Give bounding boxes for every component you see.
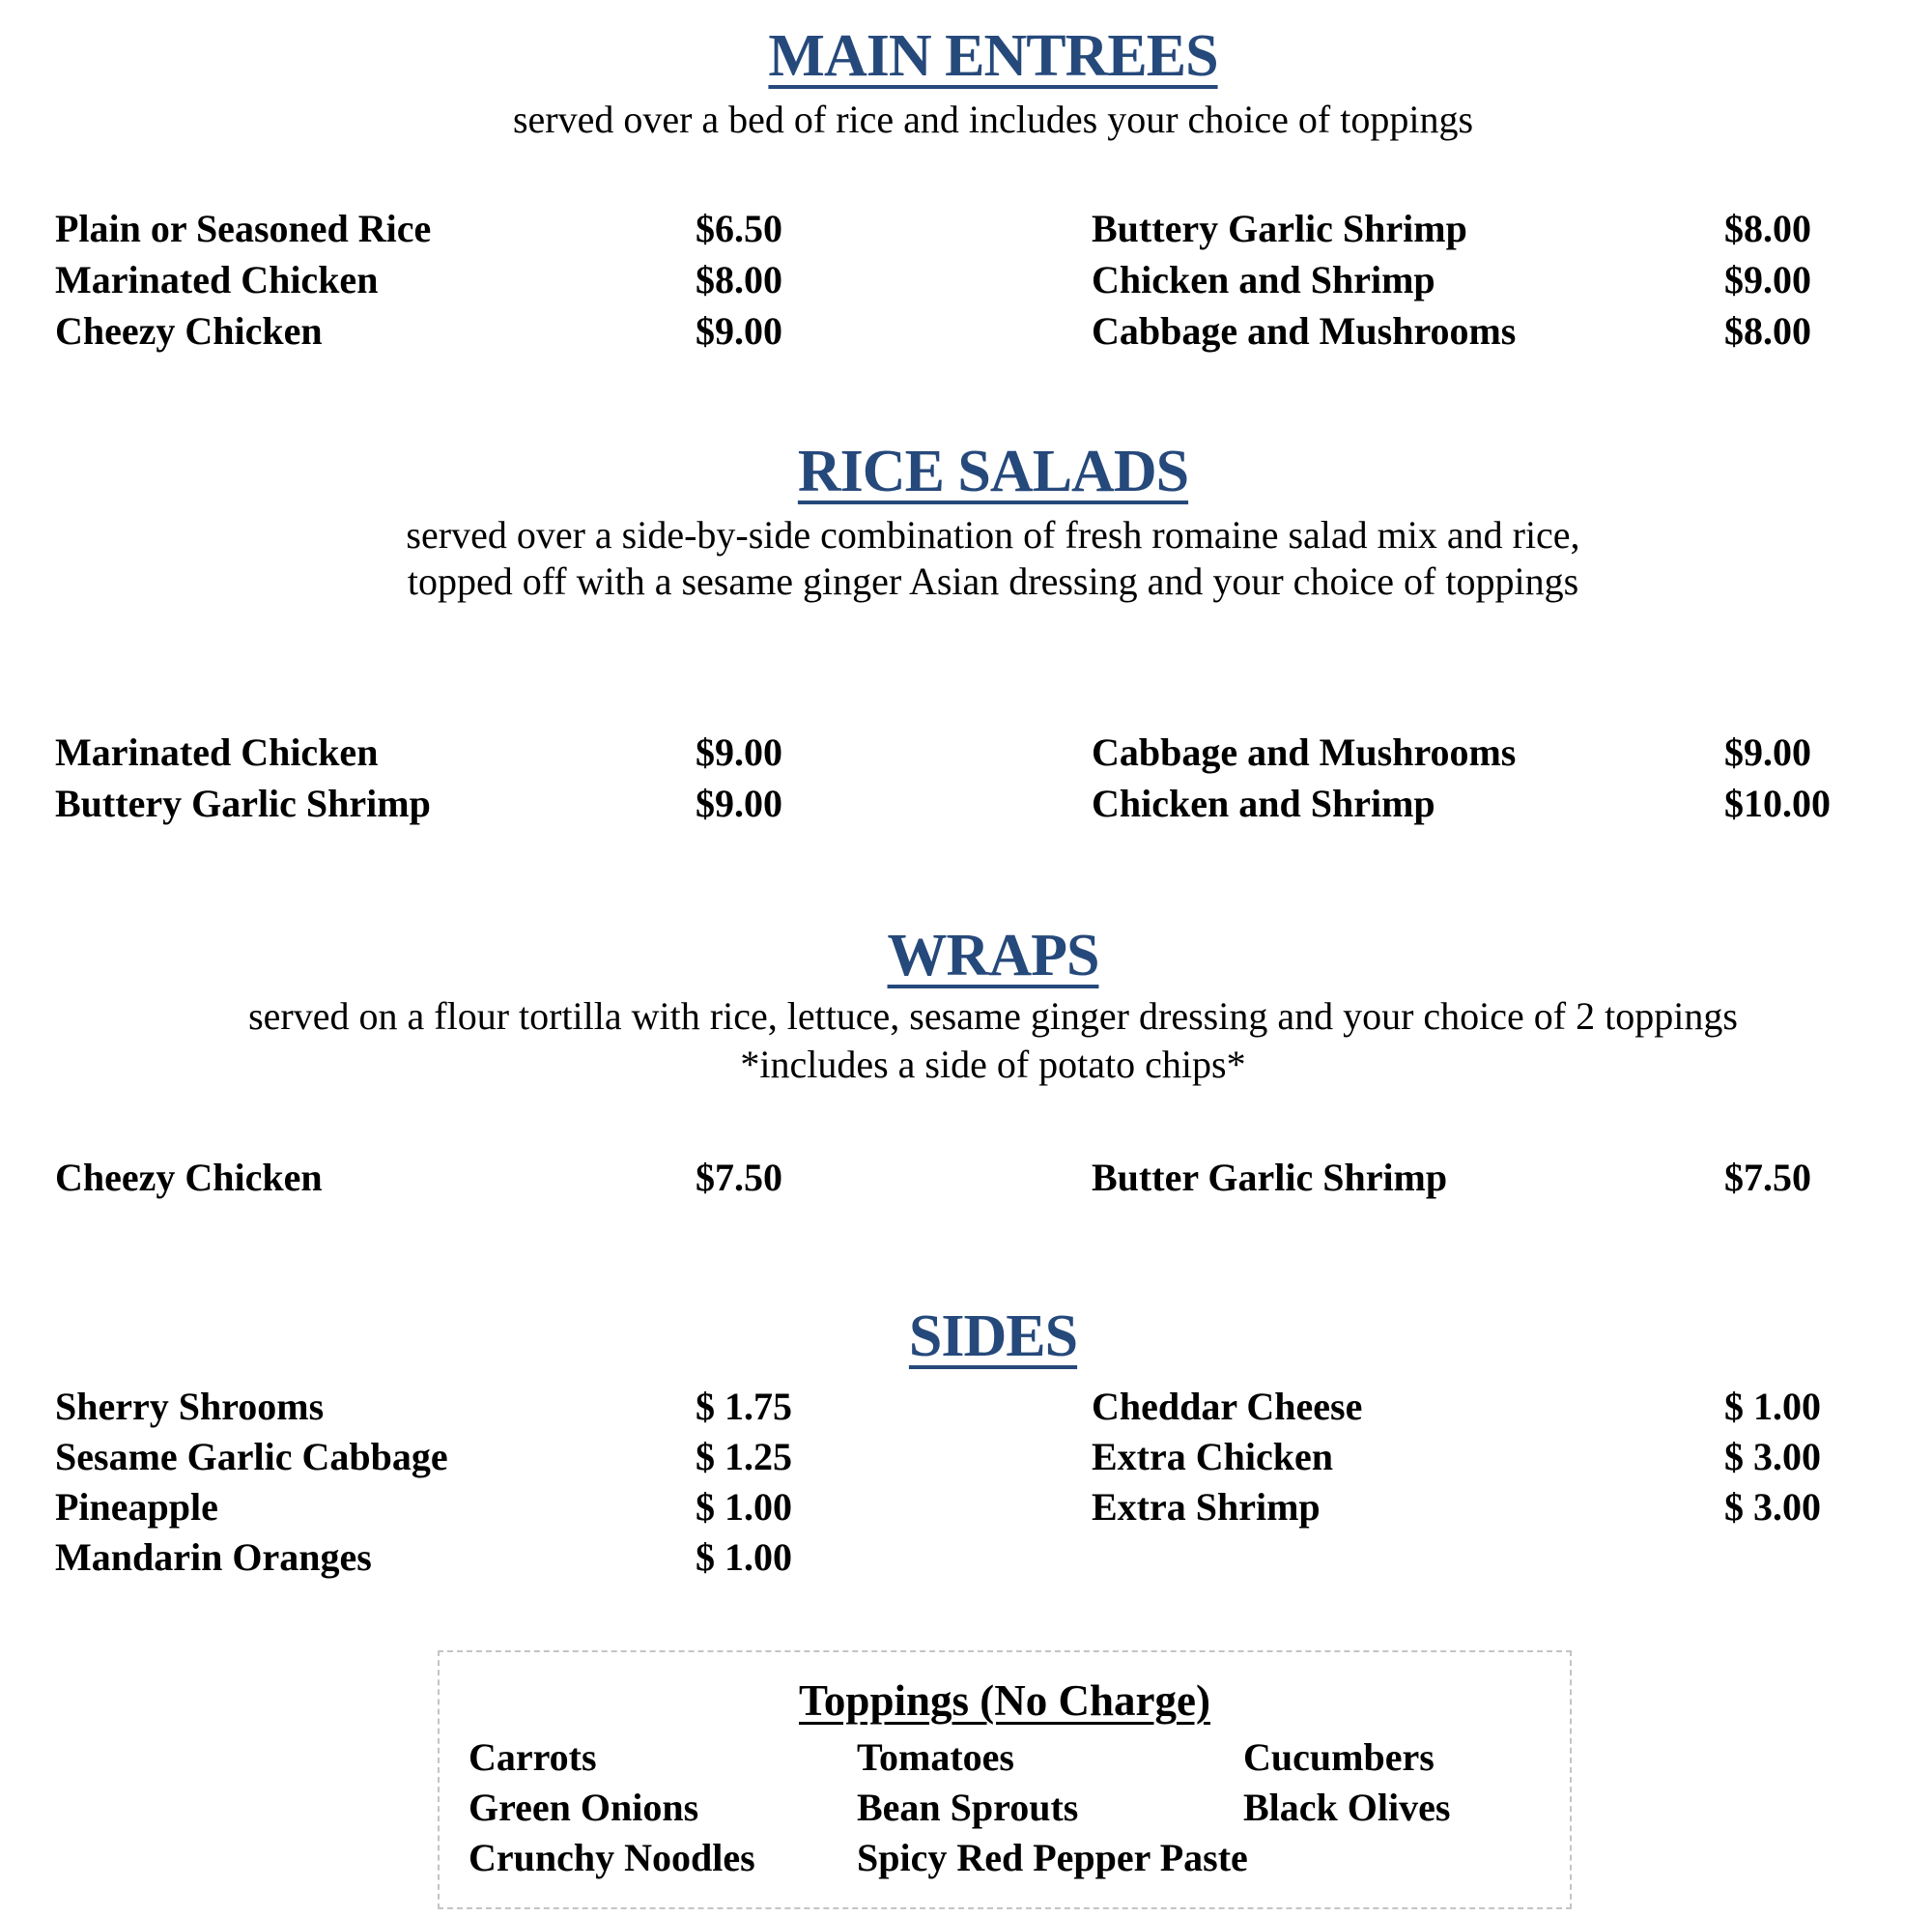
- toppings-box: [438, 1650, 1572, 1909]
- menu-row: [0, 1432, 1932, 1482]
- item-name: Chicken and Shrimp: [1092, 782, 1435, 825]
- item-name: Marinated Chicken: [55, 730, 379, 774]
- item-price: $ 1.00: [1724, 1385, 1821, 1428]
- toppings-row: [440, 1783, 1570, 1833]
- section-title-sides: [54, 1303, 1932, 1369]
- item-price: $9.00: [696, 309, 782, 353]
- description-line: served over a bed of rice and includes your choice of toppings: [512, 98, 1474, 141]
- item-price: $8.00: [1724, 309, 1811, 353]
- item-price: $8.00: [1724, 207, 1811, 250]
- item-name: Buttery Garlic Shrimp: [55, 782, 431, 825]
- item-name: Sesame Garlic Cabbage: [55, 1435, 448, 1478]
- item-price: $9.00: [696, 782, 782, 825]
- item-price: $8.00: [696, 258, 782, 301]
- toppings-row: [440, 1732, 1570, 1783]
- section-title-rice-salads: [54, 439, 1932, 504]
- item-name: Extra Shrimp: [1092, 1485, 1321, 1529]
- menu-row: [0, 305, 1932, 357]
- item-price: $9.00: [696, 730, 782, 774]
- section-items-main-entrees: [0, 203, 1932, 357]
- item-price: [1724, 1532, 1932, 1583]
- item-price: $ 3.00: [1724, 1435, 1821, 1478]
- item-name: Butter Garlic Shrimp: [1092, 1156, 1448, 1199]
- topping-item: Carrots: [469, 1735, 597, 1779]
- toppings-list: [440, 1732, 1570, 1883]
- item-name: Cheezy Chicken: [55, 309, 323, 353]
- item-name: Cheezy Chicken: [55, 1156, 323, 1199]
- item-name: Plain or Seasoned Rice: [55, 207, 432, 250]
- toppings-row: [440, 1833, 1570, 1883]
- description-line: *includes a side of potato chips*: [740, 1043, 1246, 1086]
- item-name: Buttery Garlic Shrimp: [1092, 207, 1467, 250]
- item-name: Pineapple: [55, 1485, 218, 1529]
- topping-item: Cucumbers: [1243, 1735, 1435, 1779]
- section-title-text: SIDES: [908, 1303, 1078, 1369]
- item-price: $9.00: [1724, 258, 1811, 301]
- item-name: Marinated Chicken: [55, 258, 379, 301]
- topping-item: Tomatoes: [857, 1735, 1014, 1779]
- item-name: Cabbage and Mushrooms: [1092, 309, 1517, 353]
- topping-item: Crunchy Noodles: [469, 1836, 755, 1879]
- topping-item: Black Olives: [1243, 1786, 1451, 1829]
- item-price: $7.50: [696, 1156, 782, 1199]
- menu-row: [0, 254, 1932, 305]
- section-title-wraps: [54, 923, 1932, 988]
- item-price: $7.50: [1724, 1156, 1811, 1199]
- section-title-text: MAIN ENTREES: [768, 23, 1218, 89]
- item-name: Sherry Shrooms: [55, 1385, 325, 1428]
- section-items-rice-salads: [0, 727, 1932, 829]
- item-name: Mandarin Oranges: [55, 1535, 372, 1579]
- menu-row: [0, 1532, 1932, 1583]
- menu-row: [0, 727, 1932, 778]
- item-price: $ 3.00: [1724, 1485, 1821, 1529]
- menu-row: [0, 1482, 1932, 1532]
- item-price: $ 1.75: [696, 1385, 792, 1428]
- section-title-text: RICE SALADS: [797, 439, 1189, 504]
- item-name: Cheddar Cheese: [1092, 1385, 1363, 1428]
- section-title-main-entrees: [54, 23, 1932, 89]
- section-items-wraps: [0, 1152, 1932, 1203]
- item-price: $ 1.00: [696, 1535, 792, 1579]
- section-description-rice-salads: [54, 512, 1932, 605]
- description-line: topped off with a sesame ginger Asian dressing and your choice of toppings: [407, 559, 1579, 603]
- item-price: $6.50: [696, 207, 782, 250]
- menu-row: [0, 1152, 1932, 1203]
- topping-item: Spicy Red Pepper Paste: [857, 1836, 1248, 1879]
- topping-item: Bean Sprouts: [857, 1786, 1079, 1829]
- toppings-title-text: Toppings (No Charge): [799, 1676, 1210, 1725]
- section-items-sides: [0, 1382, 1932, 1583]
- toppings-title: [440, 1675, 1570, 1726]
- item-price: $9.00: [1724, 730, 1811, 774]
- item-name: [1092, 1532, 1724, 1583]
- item-price: $10.00: [1724, 782, 1831, 825]
- item-name: Cabbage and Mushrooms: [1092, 730, 1517, 774]
- item-price: $ 1.00: [696, 1485, 792, 1529]
- topping-item: Green Onions: [469, 1786, 699, 1829]
- section-description-main-entrees: [54, 97, 1932, 143]
- topping-item: [1243, 1833, 1570, 1883]
- section-description-wraps: [54, 992, 1932, 1089]
- description-line: served over a side-by-side combination of fresh romaine salad mix and rice,: [406, 513, 1580, 557]
- menu-row: [0, 203, 1932, 254]
- menu-row: [0, 778, 1932, 829]
- menu-row: [0, 1382, 1932, 1432]
- section-title-text: WRAPS: [887, 923, 1099, 988]
- item-price: $ 1.25: [696, 1435, 792, 1478]
- description-line: served on a flour tortilla with rice, lettuce, sesame ginger dressing and your choice of 2 toppings: [248, 994, 1738, 1038]
- item-name: Chicken and Shrimp: [1092, 258, 1435, 301]
- item-name: Extra Chicken: [1092, 1435, 1333, 1478]
